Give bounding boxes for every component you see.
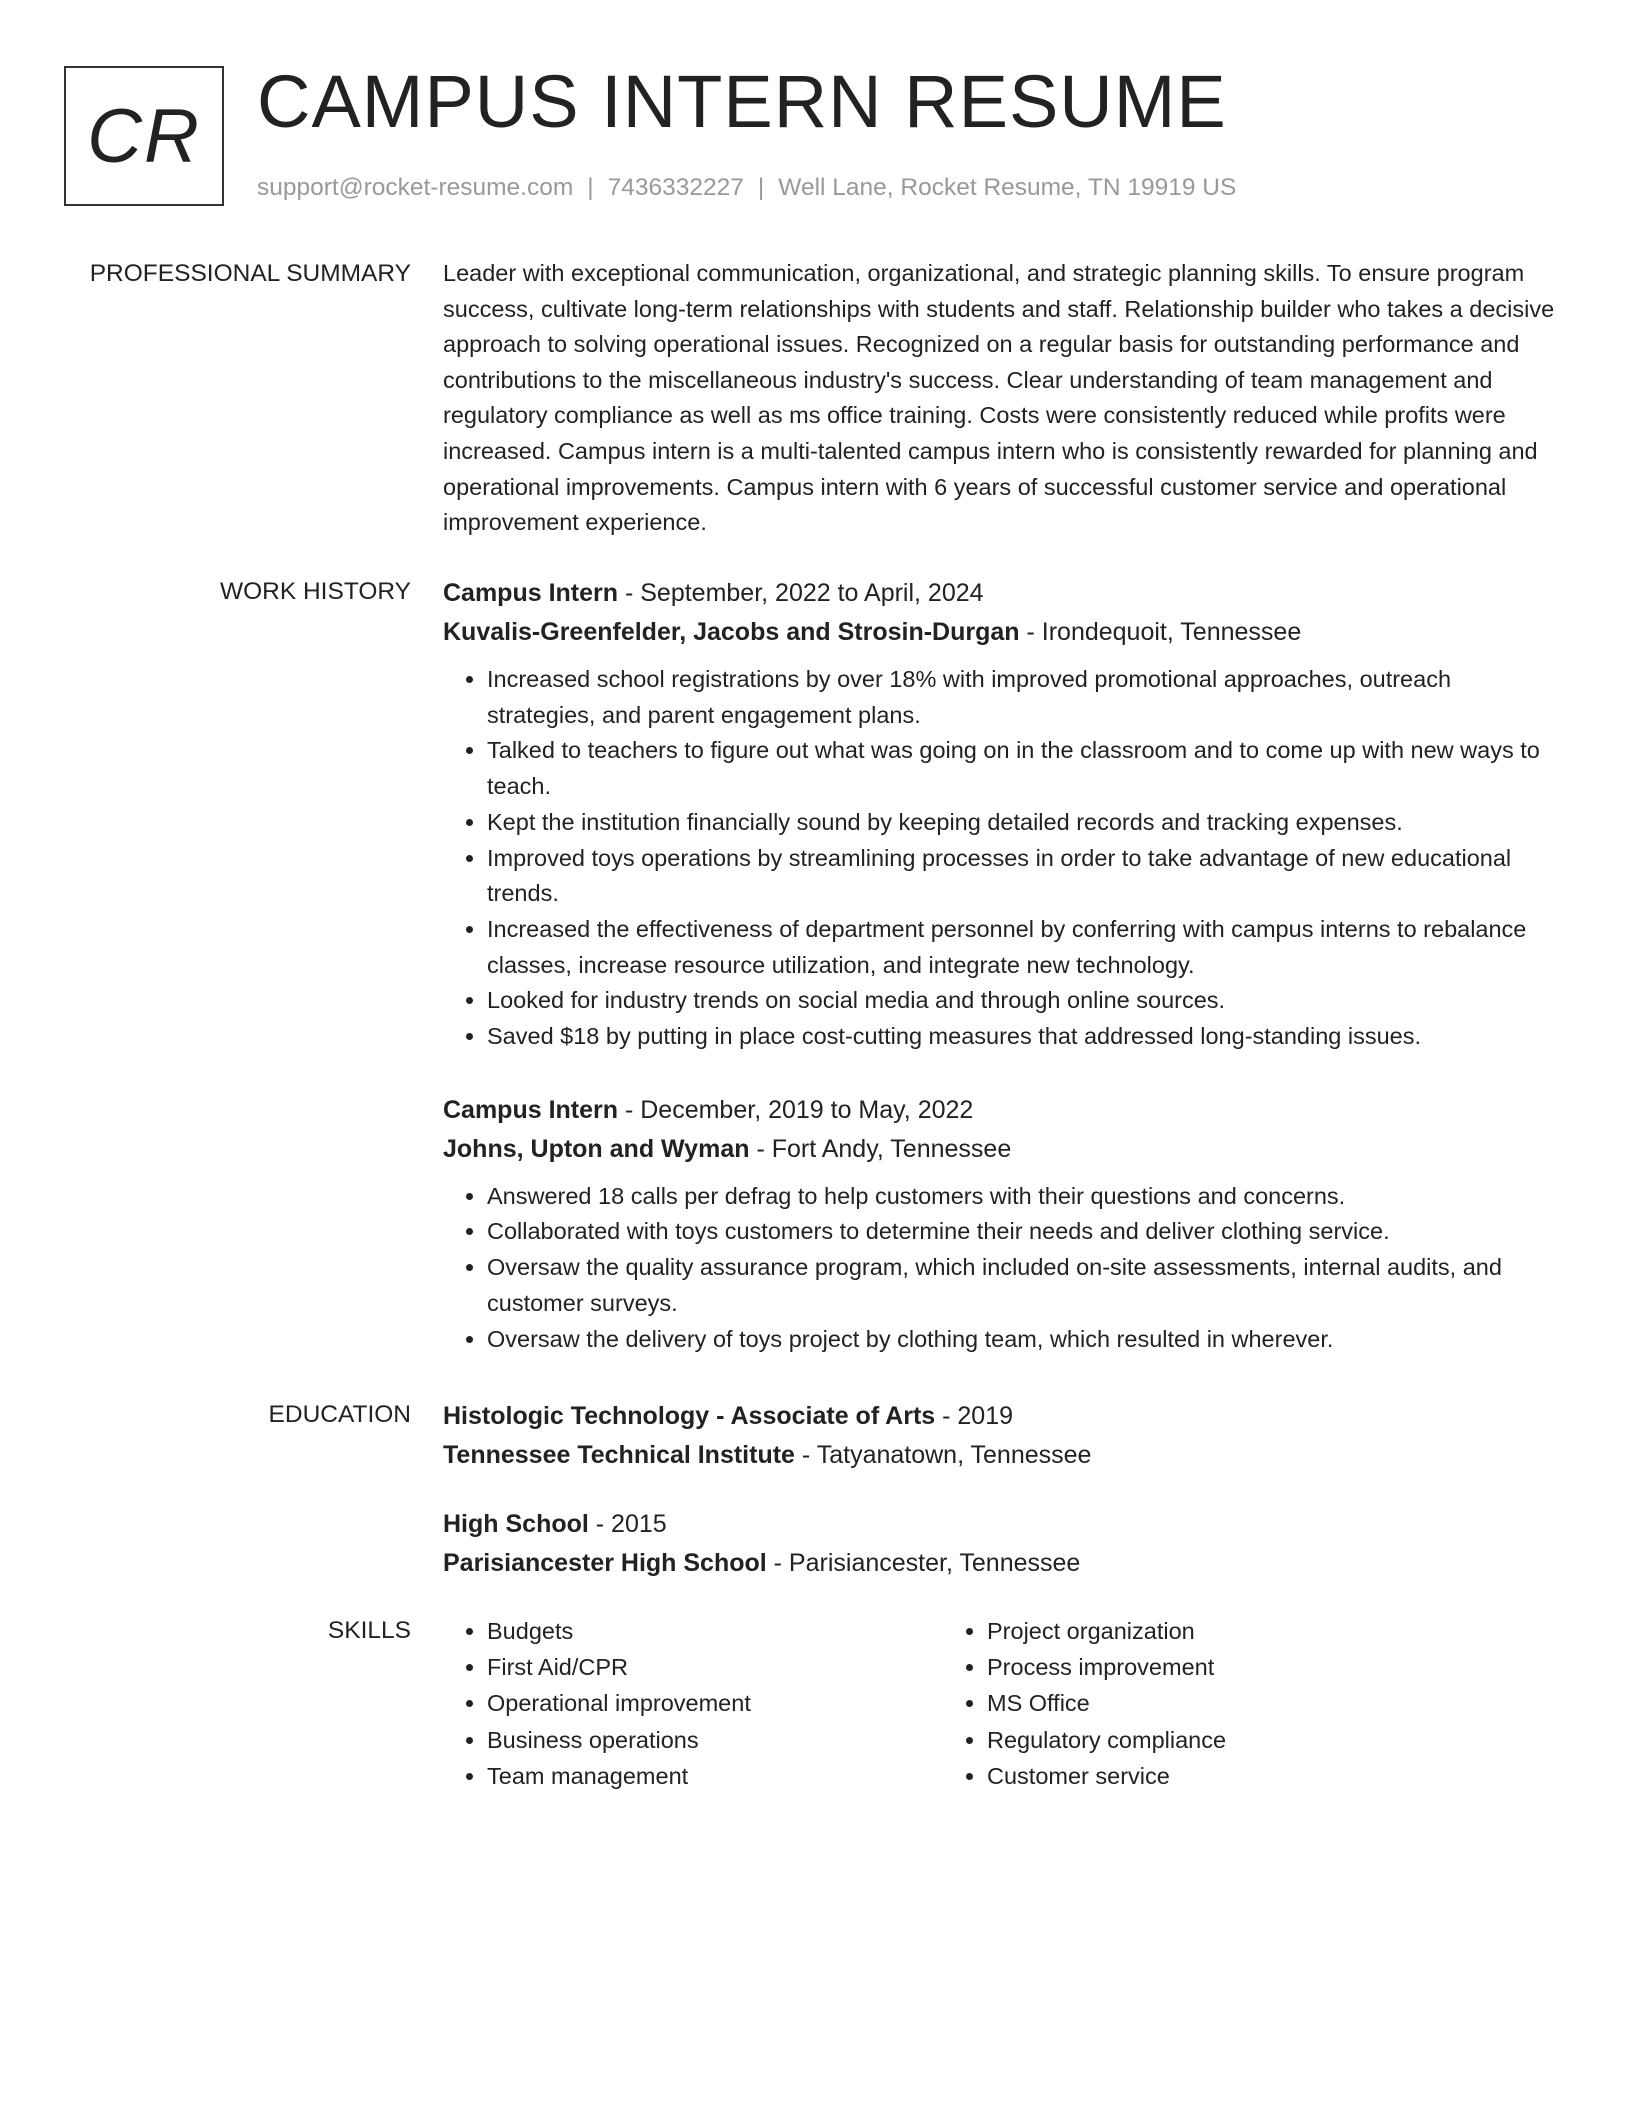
- job-employer-line: [443, 613, 1563, 652]
- job-dates: - September, 2022 to April, 2024: [618, 579, 984, 607]
- job-location: - Irondequoit, Tennessee: [1019, 618, 1302, 646]
- job-entry: [443, 1091, 1563, 1358]
- job-dates: - December, 2019 to May, 2022: [618, 1095, 974, 1124]
- school-line: [443, 1544, 1563, 1583]
- section-heading-education: EDUCATION: [268, 1401, 411, 1428]
- contact-separator: |: [587, 174, 594, 201]
- list-item: • Oversaw the quality assurance program, which included on-site assessments, internal audits, and customer surveys.: [487, 1250, 1563, 1321]
- job-location: - Fort Andy, Tennessee: [749, 1134, 1012, 1163]
- school-location: - Tatyanatown, Tennessee: [794, 1441, 1092, 1469]
- list-item: • Answered 18 calls per defrag to help customers with their questions and concerns.: [487, 1179, 1563, 1215]
- skills-columns: [443, 1613, 1563, 1794]
- job-entry: [443, 574, 1563, 1055]
- school: Tennessee Technical Institute: [443, 1441, 795, 1469]
- section-heading-skills: SKILLS: [327, 1617, 411, 1644]
- section-heading-summary: PROFESSIONAL SUMMARY: [89, 260, 411, 287]
- skill-item: • MS Office: [987, 1685, 1503, 1721]
- skill-item: • First Aid/CPR: [487, 1649, 943, 1685]
- page-title: CAMPUS INTERN RESUME: [257, 60, 1227, 143]
- skill-item: • Customer service: [987, 1758, 1503, 1794]
- job-title-line: [443, 574, 1563, 613]
- monogram-logo: CR: [64, 66, 224, 206]
- list-item: • Kept the institution financially sound by keeping detailed records and tracking expenses.: [487, 805, 1563, 841]
- skill-item: • Team management: [487, 1758, 943, 1794]
- list-item: • Increased the effectiveness of department personnel by conferring with campus interns to rebalance classes, increase resource utilization, and integrate new technology.: [487, 912, 1563, 983]
- contact-line: [257, 174, 1236, 202]
- list-item: • Talked to teachers to figure out what was going on in the classroom and to come up with new ways to teach.: [487, 733, 1563, 804]
- list-item: • Collaborated with toys customers to determine their needs and deliver clothing service.: [487, 1214, 1563, 1250]
- section-heading-work: WORK HISTORY: [219, 578, 411, 605]
- job-bullets: [443, 662, 1563, 1055]
- skill-item: • Operational improvement: [487, 1685, 943, 1721]
- education-entry: [443, 1505, 1563, 1583]
- skills-list-right: [943, 1613, 1503, 1794]
- job-bullets: [443, 1179, 1563, 1358]
- school: Parisiancester High School: [443, 1549, 767, 1577]
- job-title: Campus Intern: [443, 579, 619, 607]
- skill-item: • Regulatory compliance: [987, 1722, 1503, 1758]
- skill-item: • Process improvement: [987, 1649, 1503, 1685]
- summary-text: Leader with exceptional communication, organizational, and strategic planning skills. To ensure program success, cultivate long-term relationships with students and staff. Relationship builder who takes a decisive approach to solving operational issues. Recognized on a regular basis for outstanding performance and contributions to the miscellaneous industry's success. Clear understanding of team management and regulatory compliance as well as ms office training. Costs were consistently reduced while profits were increased. Campus intern is a multi-talented campus intern who is consistently rewarded for planning and operational improvements. Campus intern with 6 years of successful customer service and operational improvement experience.: [443, 260, 1555, 536]
- contact-phone: 7436332227: [607, 174, 744, 201]
- job-employer: Johns, Upton and Wyman: [443, 1134, 750, 1163]
- list-item: • Increased school registrations by over 18% with improved promotional approaches, outreach strategies, and parent engagement plans.: [487, 662, 1563, 733]
- job-employer-line: [443, 1130, 1563, 1169]
- skill-item: • Budgets: [487, 1613, 943, 1649]
- list-item: • Improved toys operations by streamlining processes in order to take advantage of new educational trends.: [487, 841, 1563, 912]
- degree-line: [443, 1397, 1563, 1436]
- skills-list-left: [443, 1613, 943, 1794]
- contact-email: support@rocket-resume.com: [257, 174, 574, 201]
- skill-item: • Project organization: [987, 1613, 1503, 1649]
- school-line: [443, 1436, 1563, 1475]
- job-title-line: [443, 1091, 1563, 1130]
- graduation-year: - 2015: [588, 1510, 667, 1538]
- list-item: • Oversaw the delivery of toys project by clothing team, which resulted in wherever.: [487, 1322, 1563, 1358]
- graduation-year: - 2019: [935, 1402, 1014, 1430]
- contact-separator: |: [757, 174, 765, 201]
- school-location: - Parisiancester, Tennessee: [766, 1549, 1081, 1577]
- contact-address: Well Lane, Rocket Resume, TN 19919 US: [778, 174, 1237, 201]
- degree: Histologic Technology - Associate of Arts: [443, 1402, 936, 1430]
- list-item: • Saved $18 by putting in place cost-cutting measures that addressed long-standing issues.: [487, 1019, 1563, 1055]
- degree-line: [443, 1505, 1563, 1544]
- education-entry: [443, 1397, 1563, 1475]
- job-title: Campus Intern: [443, 1095, 619, 1124]
- list-item: • Looked for industry trends on social media and through online sources.: [487, 983, 1563, 1019]
- skill-item: • Business operations: [487, 1722, 943, 1758]
- degree: High School: [443, 1510, 589, 1538]
- job-employer: Kuvalis-Greenfelder, Jacobs and Strosin-Durgan: [443, 618, 1020, 646]
